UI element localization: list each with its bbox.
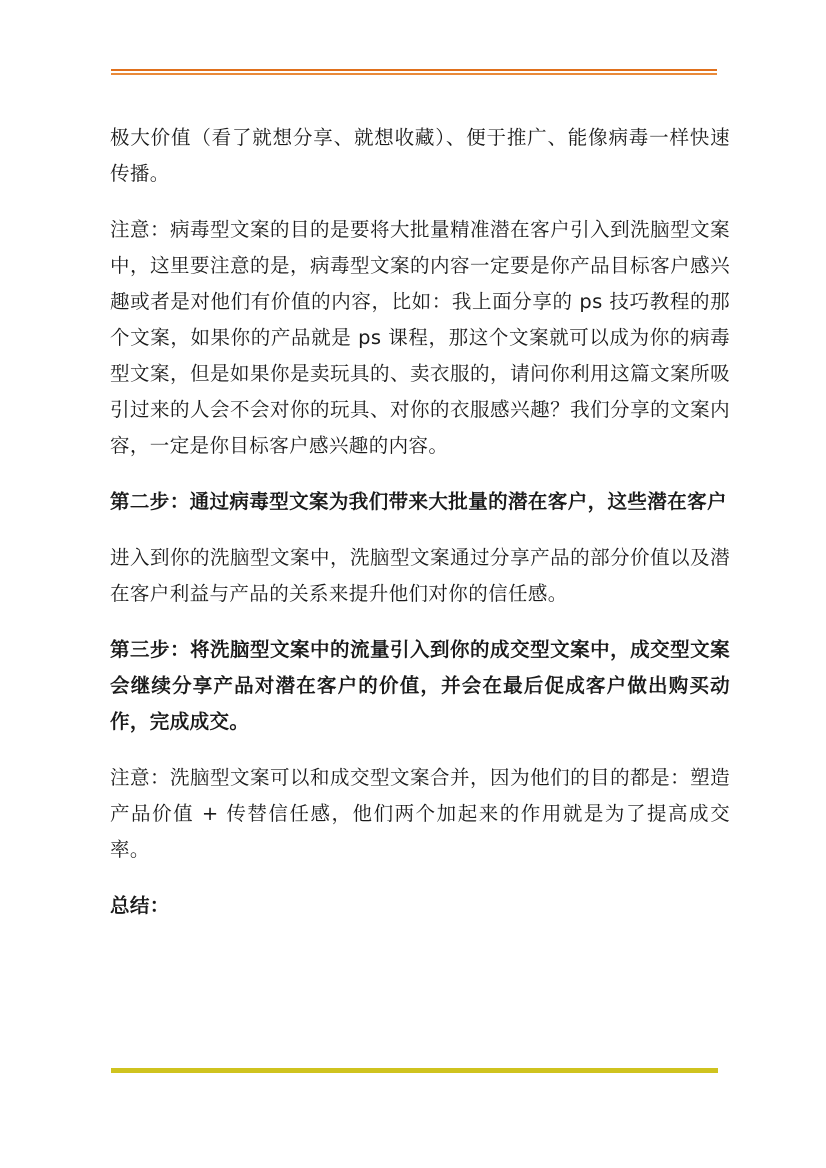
heading-summary: 总结： (110, 894, 170, 917)
footer-divider (111, 1068, 718, 1073)
header-divider-line-1 (111, 69, 717, 71)
heading-step-three: 第三步：将洗脑型文案中的流量引入到你的成交型文案中，成交型文案会继续分享产品对潜在客户的价值，并会在最后促成客户做出购买动作，完成成交。 (110, 638, 730, 733)
document-body (110, 120, 730, 924)
paragraph-step-two-detail: 进入到你的洗脑型文案中，洗脑型文案通过分享产品的部分价值以及潜在客户利益与产品的关系来提升他们对你的信任感。 (110, 546, 730, 605)
header-divider-line-2 (111, 73, 717, 75)
paragraph-intro-continuation: 极大价值（看了就想分享、就想收藏）、便于推广、能像病毒一样快速传播。 (110, 126, 730, 185)
header-divider (111, 69, 717, 76)
paragraph-note-merge: 注意：洗脑型文案可以和成交型文案合并，因为他们的目的都是：塑造产品价值 + 传替信任感，他们两个加起来的作用就是为了提高成交率。 (110, 766, 730, 861)
paragraph-note-viral-copy: 注意：病毒型文案的目的是要将大批量精准潜在客户引入到洗脑型文案中，这里要注意的是，病毒型文案的内容一定要是你产品目标客户感兴趣或者是对他们有价值的内容，比如：我上面分享的 ps 技巧教程的那个文案，如果你的产品就是 ps 课程，那这个文案就可以成为你的病毒型文案，但是如果你是卖玩具的、卖衣服的，请问你利用这篇文案所吸引过来的人会不会对你的玩具、对你的衣服感兴趣？我们分享的文案内容，一定是你目标客户感兴趣的内容。 (110, 218, 730, 457)
heading-step-two: 第二步：通过病毒型文案为我们带来大批量的潜在客户，这些潜在客户 (110, 490, 727, 513)
